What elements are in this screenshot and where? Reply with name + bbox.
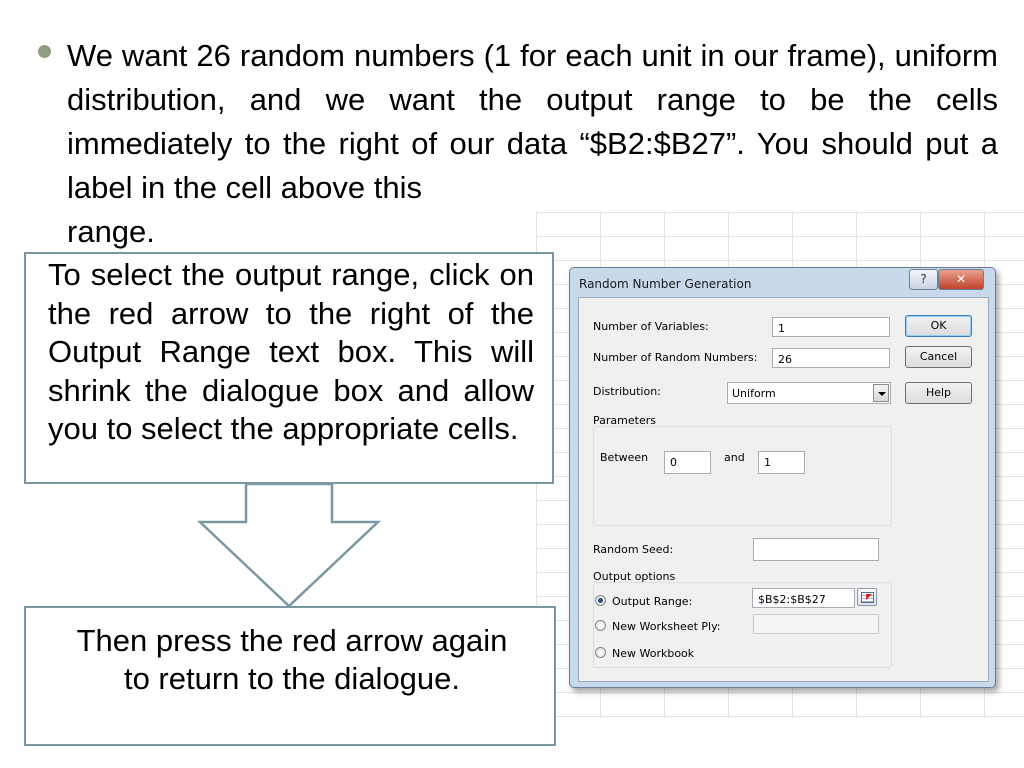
collapse-dialog-icon[interactable] bbox=[857, 588, 877, 606]
bullet-last-line: range. bbox=[67, 214, 155, 249]
random-number-generation-dialog bbox=[569, 267, 996, 688]
output-range-input[interactable]: $B$2:$B$27 bbox=[752, 588, 855, 608]
new-worksheet-radio[interactable] bbox=[595, 620, 606, 631]
cancel-button[interactable]: Cancel bbox=[905, 346, 972, 368]
callout-box-top bbox=[24, 252, 554, 484]
down-arrow-icon bbox=[196, 484, 382, 608]
new-workbook-label[interactable]: New Workbook bbox=[612, 647, 695, 660]
dialog-titlebar[interactable] bbox=[570, 268, 995, 296]
chevron-down-icon[interactable] bbox=[873, 384, 889, 402]
new-workbook-radio[interactable] bbox=[595, 647, 606, 658]
random-numbers-input[interactable]: 26 bbox=[772, 348, 890, 368]
help-button[interactable]: Help bbox=[905, 382, 972, 404]
distribution-select[interactable] bbox=[727, 382, 891, 404]
random-seed-label: Random Seed: bbox=[593, 543, 674, 556]
new-worksheet-input bbox=[753, 614, 879, 634]
variables-label: Number of Variables: bbox=[593, 320, 709, 333]
distribution-label: Distribution: bbox=[593, 385, 661, 398]
close-icon[interactable]: ✕ bbox=[938, 269, 984, 290]
variables-input[interactable]: 1 bbox=[772, 317, 890, 337]
parameters-group bbox=[593, 426, 892, 526]
dialog-title: Random Number Generation bbox=[579, 277, 752, 291]
ok-button[interactable]: OK bbox=[905, 315, 972, 337]
dialog-body bbox=[578, 297, 989, 682]
output-range-radio[interactable] bbox=[595, 595, 606, 606]
help-icon[interactable]: ? bbox=[909, 269, 938, 290]
bullet-icon bbox=[38, 45, 51, 58]
callout-text-bottom: Then press the red arrow again to return to the dialogue. bbox=[76, 623, 508, 696]
and-label: and bbox=[724, 451, 745, 464]
callout-box-bottom bbox=[24, 606, 556, 746]
output-options-label: Output options bbox=[593, 570, 676, 583]
callout-text-top: To select the output range, click on the red arrow to the right of the Output Range text box. This will shrink the dialogue box and allow you to select the appropriate cells. bbox=[48, 257, 534, 446]
distribution-value: Uniform bbox=[732, 387, 776, 400]
between-label: Between bbox=[600, 451, 649, 464]
random-numbers-label: Number of Random Numbers: bbox=[593, 351, 758, 364]
new-worksheet-label[interactable]: New Worksheet Ply: bbox=[612, 620, 721, 633]
and-input[interactable]: 1 bbox=[758, 451, 805, 474]
bullet-text: We want 26 random numbers (1 for each unit in our frame), uniform distribution, and we want the output range to be the cells immediately to the right of our data “$B2:$B27”. You should put a label in the cell above this bbox=[67, 38, 998, 205]
between-input[interactable]: 0 bbox=[664, 451, 711, 474]
parameters-label: Parameters bbox=[593, 414, 656, 427]
output-range-label[interactable]: Output Range: bbox=[612, 595, 693, 608]
random-seed-input[interactable] bbox=[753, 538, 879, 561]
